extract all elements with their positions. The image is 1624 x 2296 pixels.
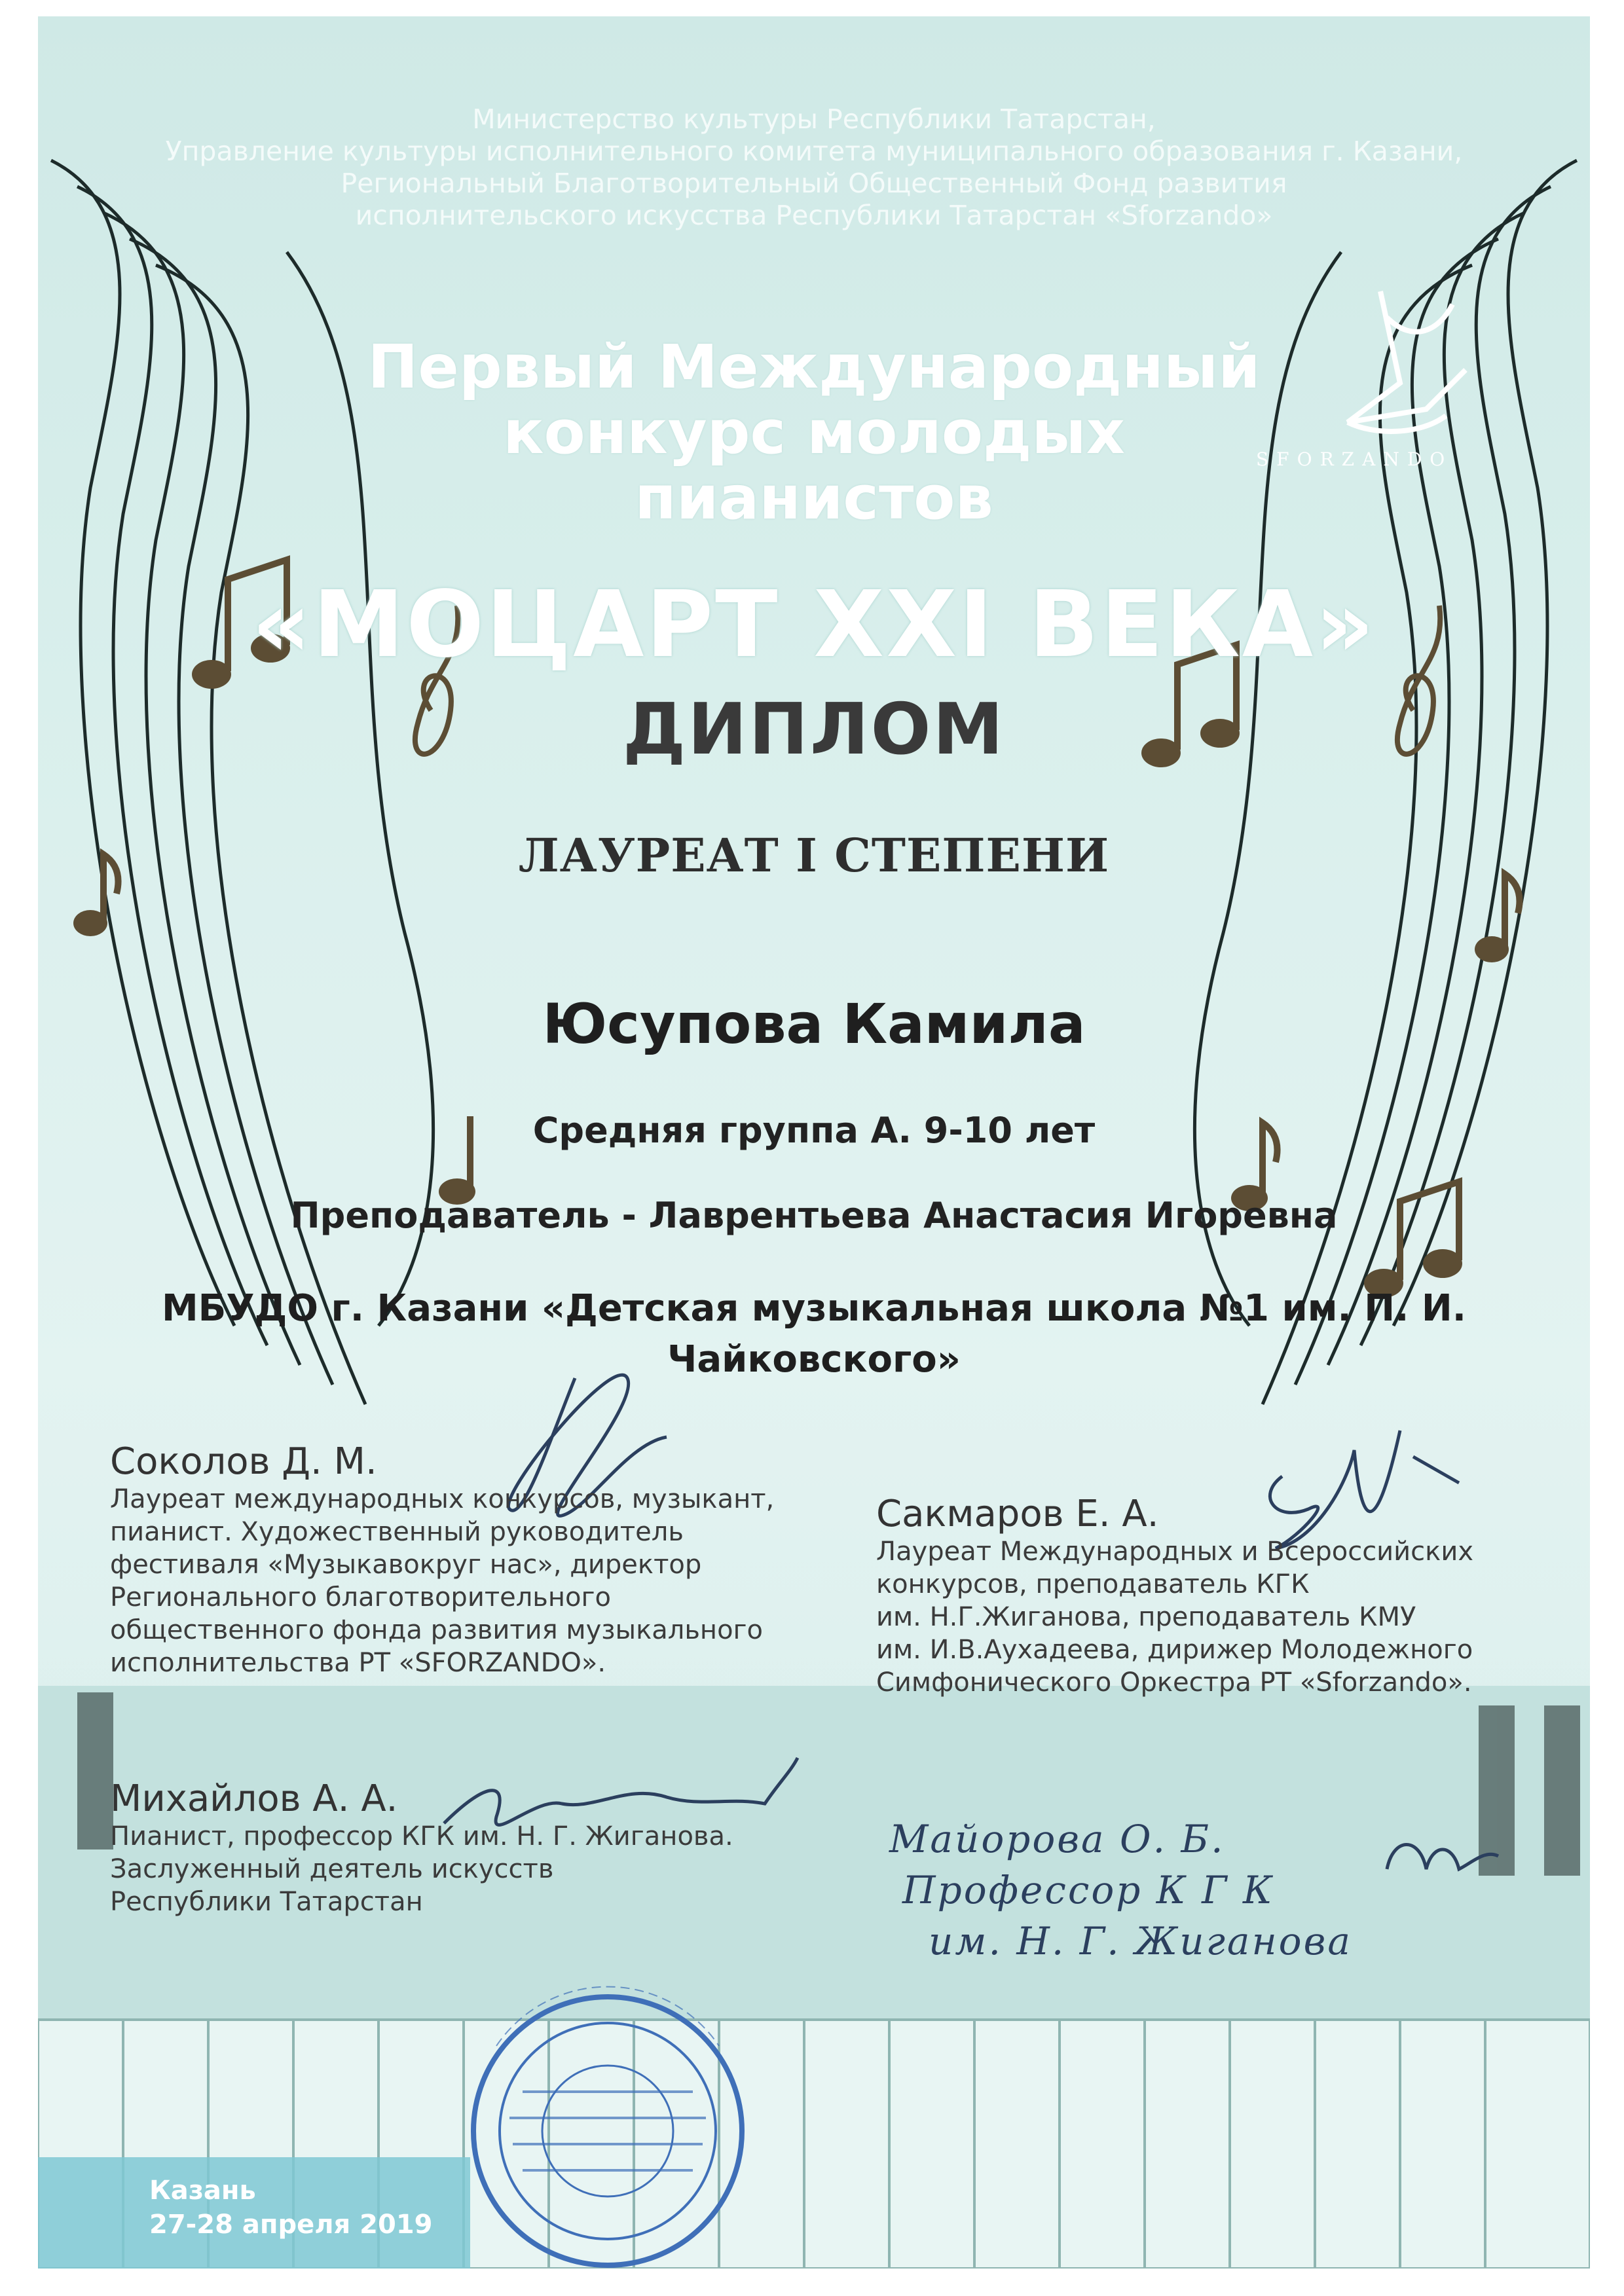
jury-desc-line: Лауреат международных конкурсов, музыкант,	[110, 1484, 775, 1514]
jury-desc-line: исполнительства РТ «SFORZANDO».	[110, 1648, 606, 1678]
handwritten-line: Майорова О. Б.	[889, 1817, 1225, 1861]
jury-desc-line: Регионального благотворительного	[110, 1582, 611, 1613]
organizer-line: Управление культуры исполнительного комитета муниципального образования г. Казани,	[165, 136, 1463, 167]
competition-title-line: конкурс молодых	[503, 397, 1125, 467]
jury-desc-line: пианист. Художественный руководитель	[110, 1517, 684, 1547]
organizers-block	[38, 103, 1590, 232]
handwritten-line: им. Н. Г. Жиганова	[929, 1919, 1352, 1963]
competition-title	[38, 332, 1590, 533]
organizer-line: Министерство культуры Республики Татарстан,	[472, 103, 1156, 135]
jury-desc-line: конкурсов, преподаватель КГК	[876, 1569, 1310, 1599]
diploma-sheet	[38, 16, 1590, 2269]
competition-title-line: пианистов	[635, 463, 993, 533]
competition-name: «МОЦАРТ XXI ВЕКА»	[251, 572, 1376, 678]
school-line: Чайковского»	[667, 1338, 961, 1381]
jury-desc-line: Лауреат Международных и Всероссийских	[876, 1537, 1473, 1567]
jury-desc-line: Пианист, профессор КГК им. Н. Г. Жиганова.	[110, 1821, 733, 1851]
handwritten-line: Профессор К Г К	[902, 1868, 1274, 1912]
logo-text: SFORZANDO	[1256, 448, 1453, 470]
organizer-line: Региональный Благотворительный Общественный Фонд развития	[341, 168, 1287, 199]
jury-member-sokolov	[110, 1440, 863, 1679]
jury-desc-line: общественного фонда развития музыкального	[110, 1615, 764, 1645]
jury-member-mikhailov	[110, 1777, 863, 1918]
handwritten-note	[889, 1813, 1583, 1967]
jury-name: Соколов Д. М.	[110, 1440, 377, 1483]
participant-group: Средняя группа А. 9-10 лет	[532, 1110, 1096, 1151]
jury-desc-line: им. Н.Г.Жиганова, преподаватель КМУ	[876, 1602, 1416, 1632]
participant-teacher: Преподаватель - Лаврентьева Анастасия Игоревна	[290, 1195, 1338, 1236]
document-type: ДИПЛОМ	[623, 689, 1005, 771]
competition-title-line: Первый Международный	[367, 332, 1261, 402]
event-footer	[149, 2174, 432, 2242]
jury-desc-line: Республики Татарстан	[110, 1887, 423, 1917]
jury-desc-line: фестиваля «Музыкавокруг нас», директор	[110, 1550, 702, 1580]
jury-name: Михайлов А. А.	[110, 1777, 398, 1820]
jury-member-sakmarov	[876, 1493, 1583, 1699]
award-title: ЛАУРЕАТ I СТЕПЕНИ	[518, 828, 1110, 883]
jury-desc-line: Заслуженный деятель искусств	[110, 1854, 554, 1884]
organizer-line: исполнительского искусства Республики Татарстан «Sforzando»	[355, 200, 1273, 231]
jury-name: Сакмаров Е. А.	[876, 1493, 1159, 1535]
participant-school	[38, 1283, 1590, 1385]
event-city: Казань	[149, 2176, 256, 2206]
school-line: МБУДО г. Казани «Детская музыкальная школа №1 им. П. И.	[161, 1287, 1467, 1330]
jury-desc-line: им. И.В.Аухадеева, дирижер Молодежного	[876, 1635, 1473, 1665]
event-dates: 27-28 апреля 2019	[149, 2210, 433, 2240]
jury-desc-line: Симфонического Оркестра РТ «Sforzando».	[876, 1667, 1472, 1698]
participant-name: Юсупова Камила	[542, 992, 1086, 1056]
